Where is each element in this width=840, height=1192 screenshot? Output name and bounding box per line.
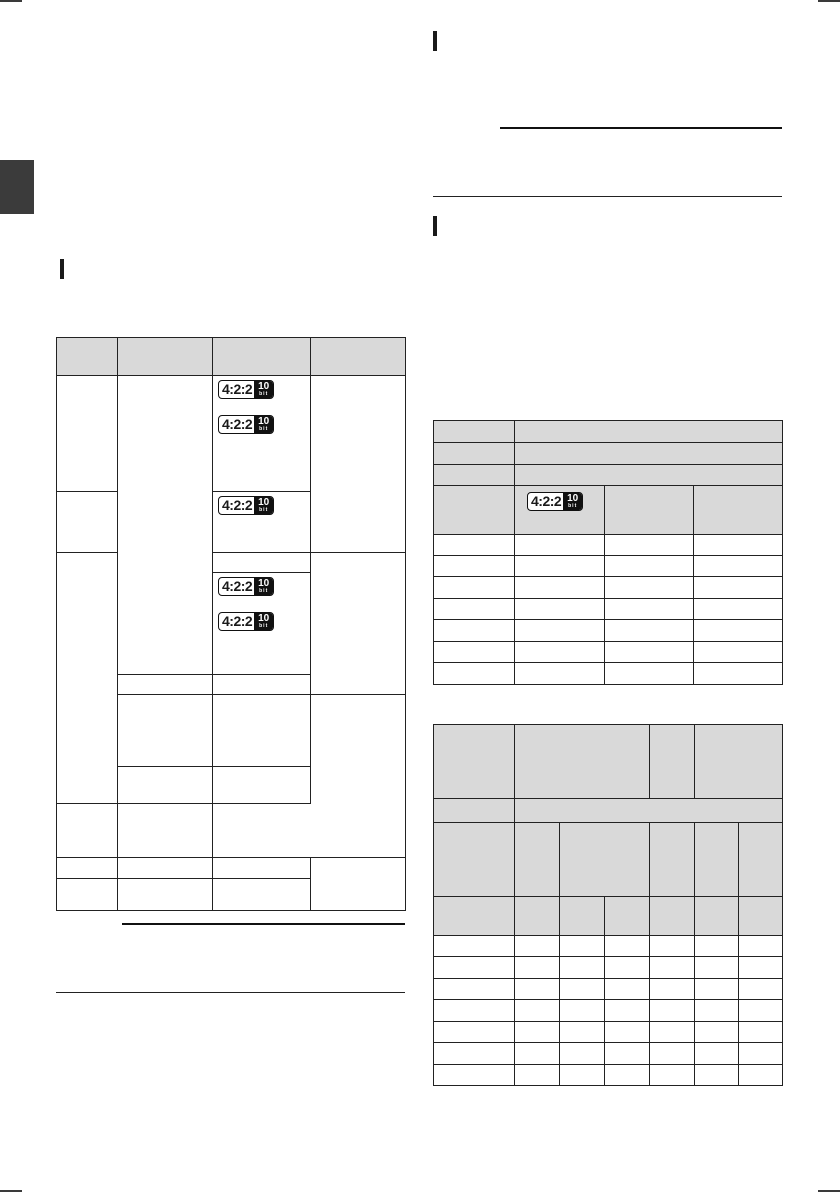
table-cell: [650, 979, 695, 1000]
table-cell: [213, 858, 311, 879]
badge-422-10bit-icon: 4:2:2 10 bit: [218, 496, 274, 515]
table-header-cell: [434, 465, 515, 486]
table-header-cell: [118, 338, 213, 376]
table-cell: [57, 804, 118, 858]
table-cell: [739, 957, 783, 979]
table-header-cell: [650, 725, 695, 799]
table-header-cell: [739, 823, 783, 897]
table-cell: [515, 535, 605, 556]
table-cell: [515, 620, 605, 642]
badge-422-10bit-icon: 4:2:2 10 bit: [218, 577, 274, 596]
table-cell: [560, 957, 605, 979]
table-cell: [515, 979, 560, 1000]
table-cell: [605, 577, 694, 599]
table-cell: [434, 577, 515, 599]
table-header-cell: [434, 799, 515, 823]
table-cell: [694, 535, 783, 556]
table-cell: [515, 1000, 560, 1022]
table-cell: [213, 376, 311, 492]
table-cell: [605, 1065, 650, 1086]
table-cell: [605, 1000, 650, 1022]
table-cell: [118, 879, 213, 911]
table-cell: [560, 1043, 605, 1065]
table-header-cell: [434, 897, 515, 936]
table-header-cell: [695, 725, 783, 799]
format-table-right-bottom: [433, 724, 783, 1086]
table-cell: [650, 1043, 695, 1065]
table-header-cell: [515, 486, 605, 535]
table-header-cell: [515, 897, 560, 936]
table-cell: [213, 879, 311, 911]
table-cell: [605, 620, 694, 642]
badge-422-10bit-icon: 4:2:2 10 bit: [218, 415, 274, 434]
table-header-cell: [739, 897, 783, 936]
table-cell: [434, 957, 515, 979]
table-header-cell: [515, 465, 783, 486]
table-cell: [694, 642, 783, 663]
table-cell: [650, 936, 695, 957]
table-cell: [213, 492, 311, 553]
table-header-cell: [515, 799, 783, 823]
section-heading-bar: [60, 259, 64, 279]
badge-422-10bit-icon: 4:2:2 10 bit: [527, 492, 583, 511]
table-cell: [605, 957, 650, 979]
table-cell: [739, 936, 783, 957]
table-cell: [57, 376, 118, 492]
table-header-cell: [515, 421, 783, 443]
table-cell: [605, 936, 650, 957]
table-cell: [213, 573, 311, 675]
table-cell: [118, 675, 213, 695]
table-cell: [118, 767, 213, 804]
table-cell: [694, 577, 783, 599]
table-cell: [118, 695, 213, 767]
table-header-cell: [311, 338, 406, 376]
table-header-cell: [434, 823, 515, 897]
note-rule-bottom: [56, 992, 405, 993]
table-cell: [515, 599, 605, 620]
table-header-cell: [515, 823, 560, 897]
table-cell: [57, 553, 118, 804]
table-cell: [739, 1043, 783, 1065]
table-cell: [560, 979, 605, 1000]
table-cell: [57, 492, 118, 553]
table-cell: [434, 620, 515, 642]
table-header-cell: [560, 823, 650, 897]
table-cell: [118, 804, 213, 858]
table-header-cell: [695, 897, 739, 936]
table-cell: [695, 1065, 739, 1086]
format-table-right-top: [433, 420, 783, 685]
badge-422-10bit-icon: 4:2:2 10 bit: [218, 612, 274, 631]
table-cell: [434, 599, 515, 620]
table-cell: [739, 1022, 783, 1043]
table-cell: [515, 1065, 560, 1086]
table-header-cell: [434, 486, 515, 535]
table-cell: [515, 957, 560, 979]
table-cell: [739, 1065, 783, 1086]
table-cell: [560, 1022, 605, 1043]
table-cell: [515, 936, 560, 957]
table-header-cell: [650, 897, 695, 936]
table-cell: [515, 577, 605, 599]
table-cell: [650, 1065, 695, 1086]
table-cell: [213, 695, 311, 767]
table-header-cell: [650, 823, 695, 897]
table-cell: [311, 553, 406, 695]
table-header-cell: [605, 897, 650, 936]
table-cell: [650, 957, 695, 979]
table-cell: [515, 556, 605, 577]
chapter-side-tab: [0, 160, 34, 214]
note-rule-bottom: [433, 196, 782, 197]
table-header-cell: [605, 486, 694, 535]
table-cell: [694, 663, 783, 685]
table-cell: [694, 599, 783, 620]
table-cell: [695, 1022, 739, 1043]
note-rule-top: [500, 127, 782, 129]
table-cell: [560, 936, 605, 957]
table-cell: [434, 1043, 515, 1065]
table-cell: [560, 1065, 605, 1086]
table-cell: [213, 553, 311, 573]
section-heading-bar: [433, 216, 437, 236]
table-cell: [605, 535, 694, 556]
table-cell: [695, 979, 739, 1000]
table-cell: [650, 1022, 695, 1043]
table-cell: [311, 858, 406, 911]
table-cell: [434, 1065, 515, 1086]
table-cell: [739, 1000, 783, 1022]
table-cell: [434, 556, 515, 577]
table-header-cell: [213, 338, 311, 376]
table-header-cell: [434, 443, 515, 465]
table-cell: [605, 599, 694, 620]
table-cell: [605, 642, 694, 663]
table-cell: [434, 979, 515, 1000]
table-cell: [57, 879, 118, 911]
table-header-cell: [695, 823, 739, 897]
table-cell: [118, 376, 213, 675]
table-header-cell: [515, 725, 650, 799]
badge-422-10bit-icon: 4:2:2 10 bit: [218, 380, 274, 399]
table-cell: [695, 957, 739, 979]
table-cell: [434, 1000, 515, 1022]
table-cell: [695, 1000, 739, 1022]
table-cell: [434, 535, 515, 556]
table-cell: [695, 936, 739, 957]
table-cell: [434, 1022, 515, 1043]
table-cell: [515, 1022, 560, 1043]
table-cell: [57, 858, 118, 879]
table-cell: [739, 979, 783, 1000]
crop-mark-top-right: [818, 0, 840, 2]
table-cell: [605, 556, 694, 577]
table-cell: [650, 1000, 695, 1022]
table-cell: [605, 1022, 650, 1043]
table-cell: [434, 663, 515, 685]
table-cell: [694, 620, 783, 642]
table-cell: [605, 1043, 650, 1065]
table-cell: [213, 767, 311, 804]
format-table-left: [56, 337, 406, 911]
table-header-cell: [694, 486, 783, 535]
table-header-cell: [57, 338, 118, 376]
table-cell: [695, 1043, 739, 1065]
table-cell: [118, 858, 213, 879]
crop-mark-top-left: [0, 0, 22, 2]
table-cell: [213, 675, 311, 695]
table-cell: [311, 376, 406, 553]
table-cell: [694, 556, 783, 577]
table-header-cell: [434, 421, 515, 443]
section-heading-bar: [433, 31, 437, 51]
table-cell: [515, 1043, 560, 1065]
table-cell: [434, 642, 515, 663]
table-cell: [515, 642, 605, 663]
table-cell: [515, 663, 605, 685]
table-cell: [434, 936, 515, 957]
table-header-cell: [434, 725, 515, 799]
table-cell: [605, 663, 694, 685]
note-rule-top: [122, 923, 405, 925]
table-cell: [605, 979, 650, 1000]
table-header-cell: [515, 443, 783, 465]
table-cell: [560, 1000, 605, 1022]
table-header-cell: [560, 897, 605, 936]
